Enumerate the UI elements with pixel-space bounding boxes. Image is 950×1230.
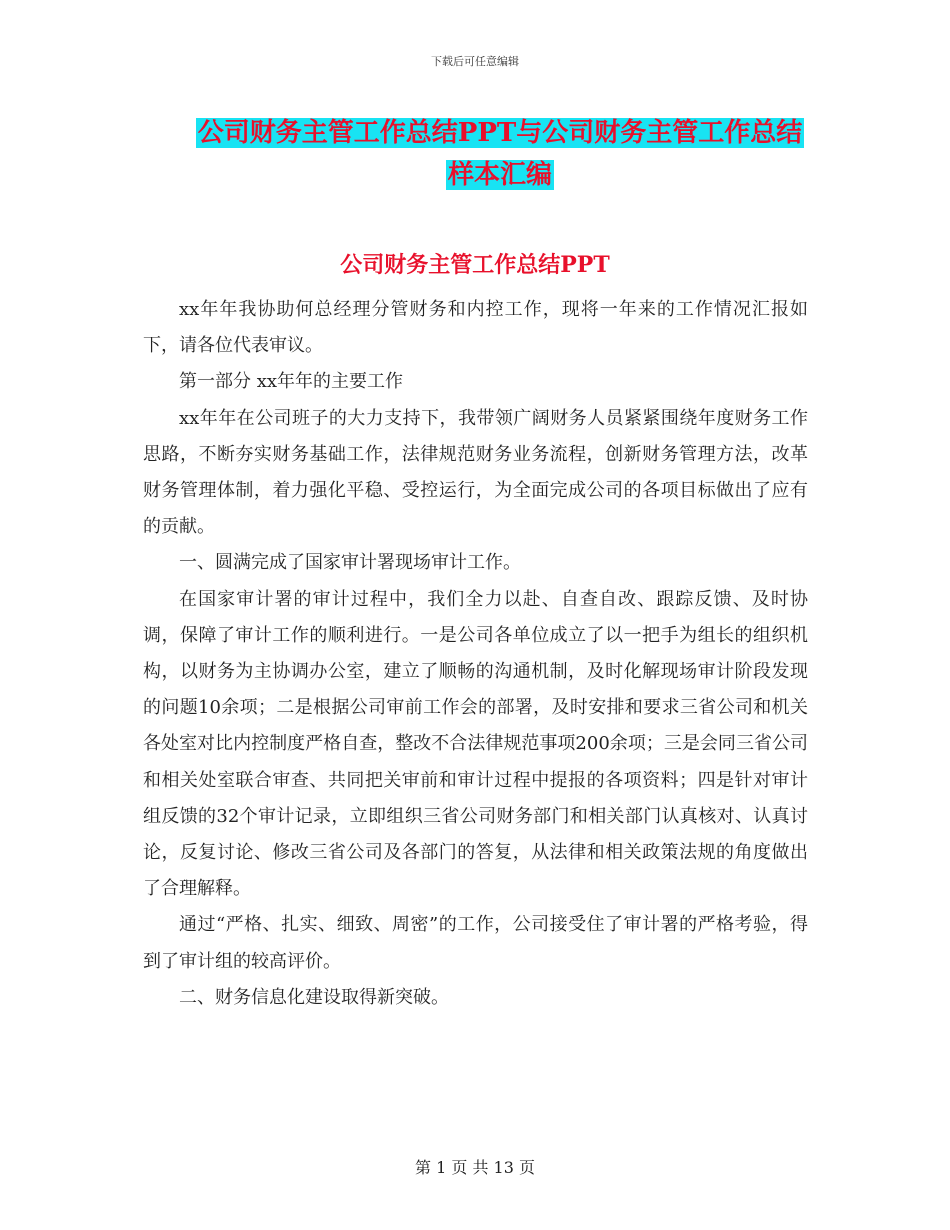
document-body [143, 292, 808, 1016]
paragraph: xx年年我协助何总经理分管财务和内控工作，现将一年来的工作情况汇报如下，请各位代表审议。 [143, 299, 808, 357]
document-title [150, 112, 850, 196]
paragraph: 在国家审计署的审计过程中，我们全力以赴、自查自改、跟踪反馈、及时协调，保障了审计工作的顺利进行。一是公司各单位成立了以一把手为组长的组织机构，以财务为主协调办公室，建立了顺畅的沟通机制，及时化解现场审计阶段发现的问题10余项；二是根据公司审前工作会的部署，及时安排和要求三省公司和机关各处室对比内控制度严格自查，整改不合法律规范事项200余项；三是会同三省公司和相关处室联合审查、共同把关审前和审计过程中提报的各项资料；四是针对审计组反馈的32个审计记录，立即组织三省公司财务部门和相关部门认真核对、认真讨论，反复讨论、修改三省公司及各部门的答复，从法律和相关政策法规的角度做出了合理解释。 [143, 588, 808, 900]
part-heading: 第一部分 xx年年的主要工作 [179, 371, 404, 393]
section-title: 公司财务主管工作总结PPT [340, 252, 610, 278]
paragraph: 通过“严格、扎实、细致、周密”的工作，公司接受住了审计署的严格考验，得到了审计组的较高评价。 [143, 914, 808, 972]
subsection-heading: 一、圆满完成了国家审计署现场审计工作。 [179, 552, 521, 574]
subsection-heading: 二、财务信息化建设取得新突破。 [179, 986, 449, 1008]
document-title-line-2: 样本汇编 [447, 160, 552, 190]
page-footer: 第 1 页 共 13 页 [415, 1158, 535, 1177]
paragraph: xx年年在公司班子的大力支持下，我带领广阔财务人员紧紧围绕年度财务工作思路，不断夯实财务基础工作，法律规范财务业务流程，创新财务管理方法，改革财务管理体制，着力强化平稳、受控运行，为全面完成公司的各项目标做出了应有的贡献。 [143, 407, 808, 538]
header-note: 下载后可任意编辑 [431, 55, 519, 68]
document-title-line-1: 公司财务主管工作总结PPT与公司财务主管工作总结 [197, 118, 803, 148]
